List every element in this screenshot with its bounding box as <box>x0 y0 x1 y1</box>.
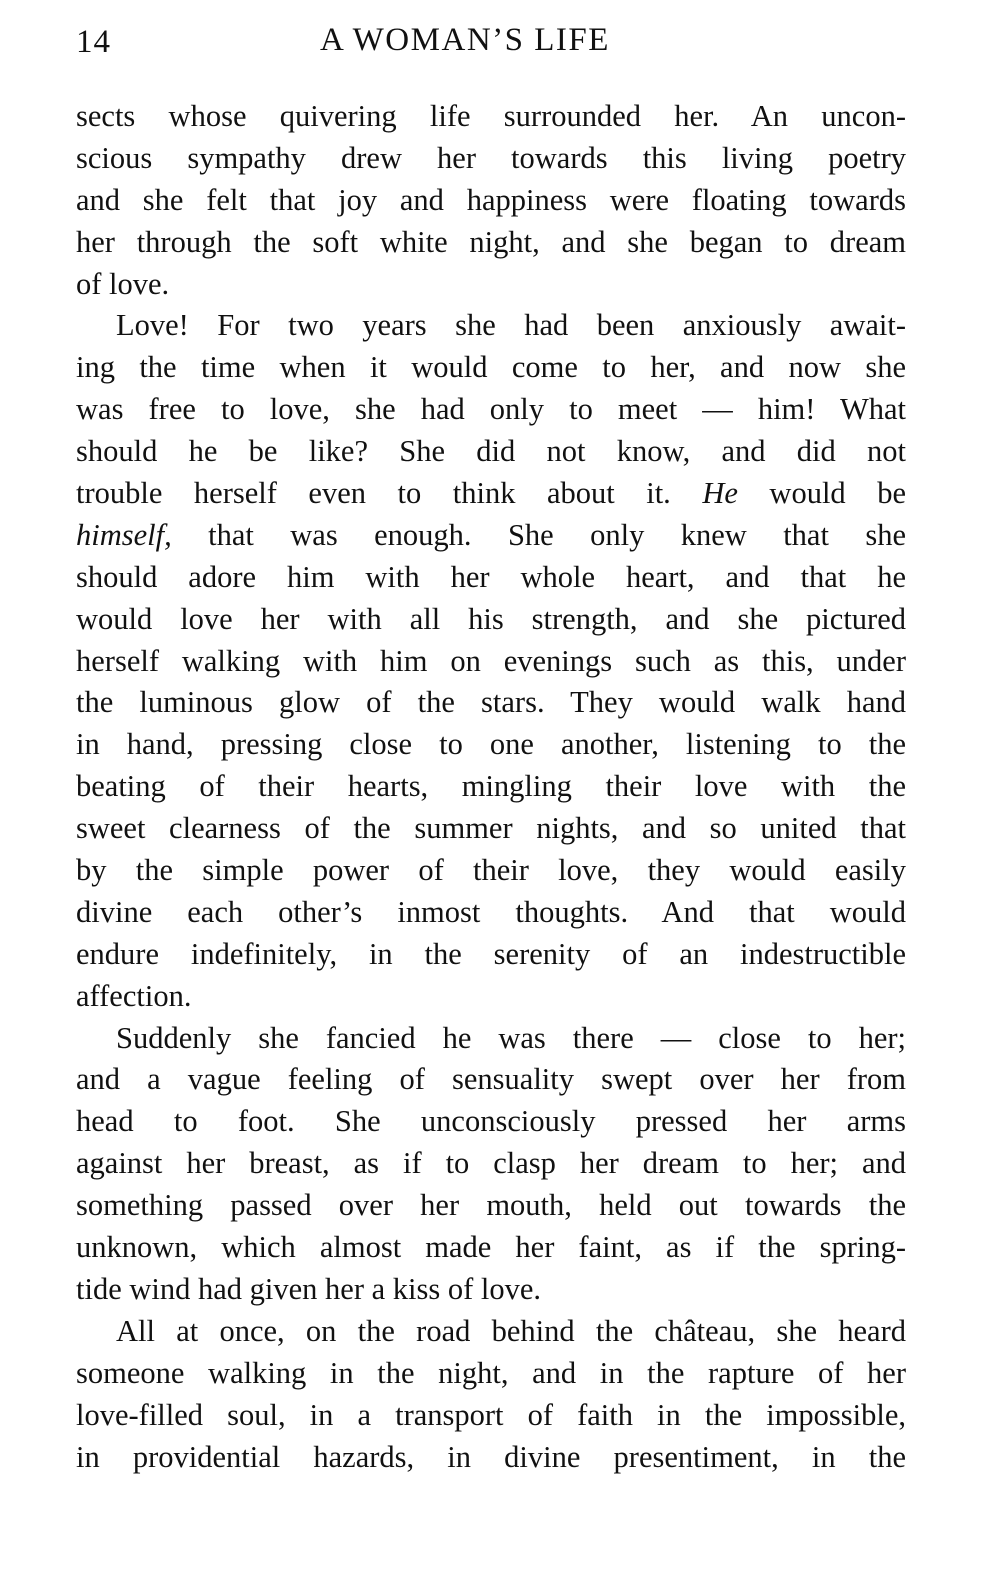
text-run: trouble herself even to think about it. <box>76 476 703 511</box>
text-line: and she felt that joy and happiness were floating towards <box>76 182 906 217</box>
text-run: would be <box>737 476 906 511</box>
text-line <box>76 515 906 557</box>
text-line: her through the soft white night, and she began to dream <box>76 224 906 259</box>
text-line: in hand, pressing close to one another, listening to the <box>76 727 906 762</box>
text-line: by the simple power of their love, they would easily <box>76 853 906 888</box>
page-header <box>0 22 1000 72</box>
italic-text: He <box>702 476 738 511</box>
text-line <box>76 473 906 515</box>
text-line: All at once, on the road behind the château, she heard <box>116 1313 906 1348</box>
text-line: was free to love, she had only to meet — him! What <box>76 392 906 427</box>
text-line: something passed over her mouth, held out towards the <box>76 1188 906 1223</box>
text-line: sweet clearness of the summer nights, and so united that <box>76 811 906 846</box>
text-line: should he be like? She did not know, and did not <box>76 434 906 469</box>
text-line: affection. <box>76 978 192 1013</box>
text-line: divine each other’s inmost thoughts. And that would <box>76 894 906 929</box>
text-line: endure indefinitely, in the serenity of an indestructible <box>76 936 906 971</box>
text-line: someone walking in the night, and in the rapture of her <box>76 1355 906 1390</box>
page-number: 14 <box>76 24 111 60</box>
text-line: tide wind had given her a kiss of love. <box>76 1271 542 1306</box>
text-run: that was enough. She only knew that she <box>171 517 906 552</box>
running-title: A WOMAN’S LIFE <box>320 22 610 58</box>
text-line: Suddenly she fancied he was there — close to her; <box>116 1020 906 1055</box>
text-line: of love. <box>76 266 170 301</box>
text-line: in providential hazards, in divine presentiment, in the <box>76 1439 906 1474</box>
text-line: the luminous glow of the stars. They would walk hand <box>76 685 906 720</box>
text-line: beating of their hearts, mingling their love with the <box>76 769 906 804</box>
text-line: love-filled soul, in a transport of faith in the impossible, <box>76 1397 906 1432</box>
italic-text: himself, <box>76 517 172 552</box>
text-line: should adore him with her whole heart, and that he <box>76 559 906 594</box>
text-line: unknown, which almost made her faint, as if the spring- <box>76 1230 906 1265</box>
text-line: ing the time when it would come to her, and now she <box>76 350 906 385</box>
text-line: and a vague feeling of sensuality swept over her from <box>76 1062 906 1097</box>
text-line: sects whose quivering life surrounded her. An uncon- <box>76 99 906 133</box>
text-line: scious sympathy drew her towards this living poetry <box>76 140 906 175</box>
text-line: would love her with all his strength, and she pictured <box>76 601 906 636</box>
text-line: head to foot. She unconsciously pressed her arms <box>76 1104 906 1139</box>
body-text <box>76 96 906 1478</box>
text-line: herself walking with him on evenings such as this, under <box>76 643 906 678</box>
text-line: Love! For two years she had been anxiously await- <box>116 308 906 343</box>
text-line: against her breast, as if to clasp her dream to her; and <box>76 1146 906 1181</box>
